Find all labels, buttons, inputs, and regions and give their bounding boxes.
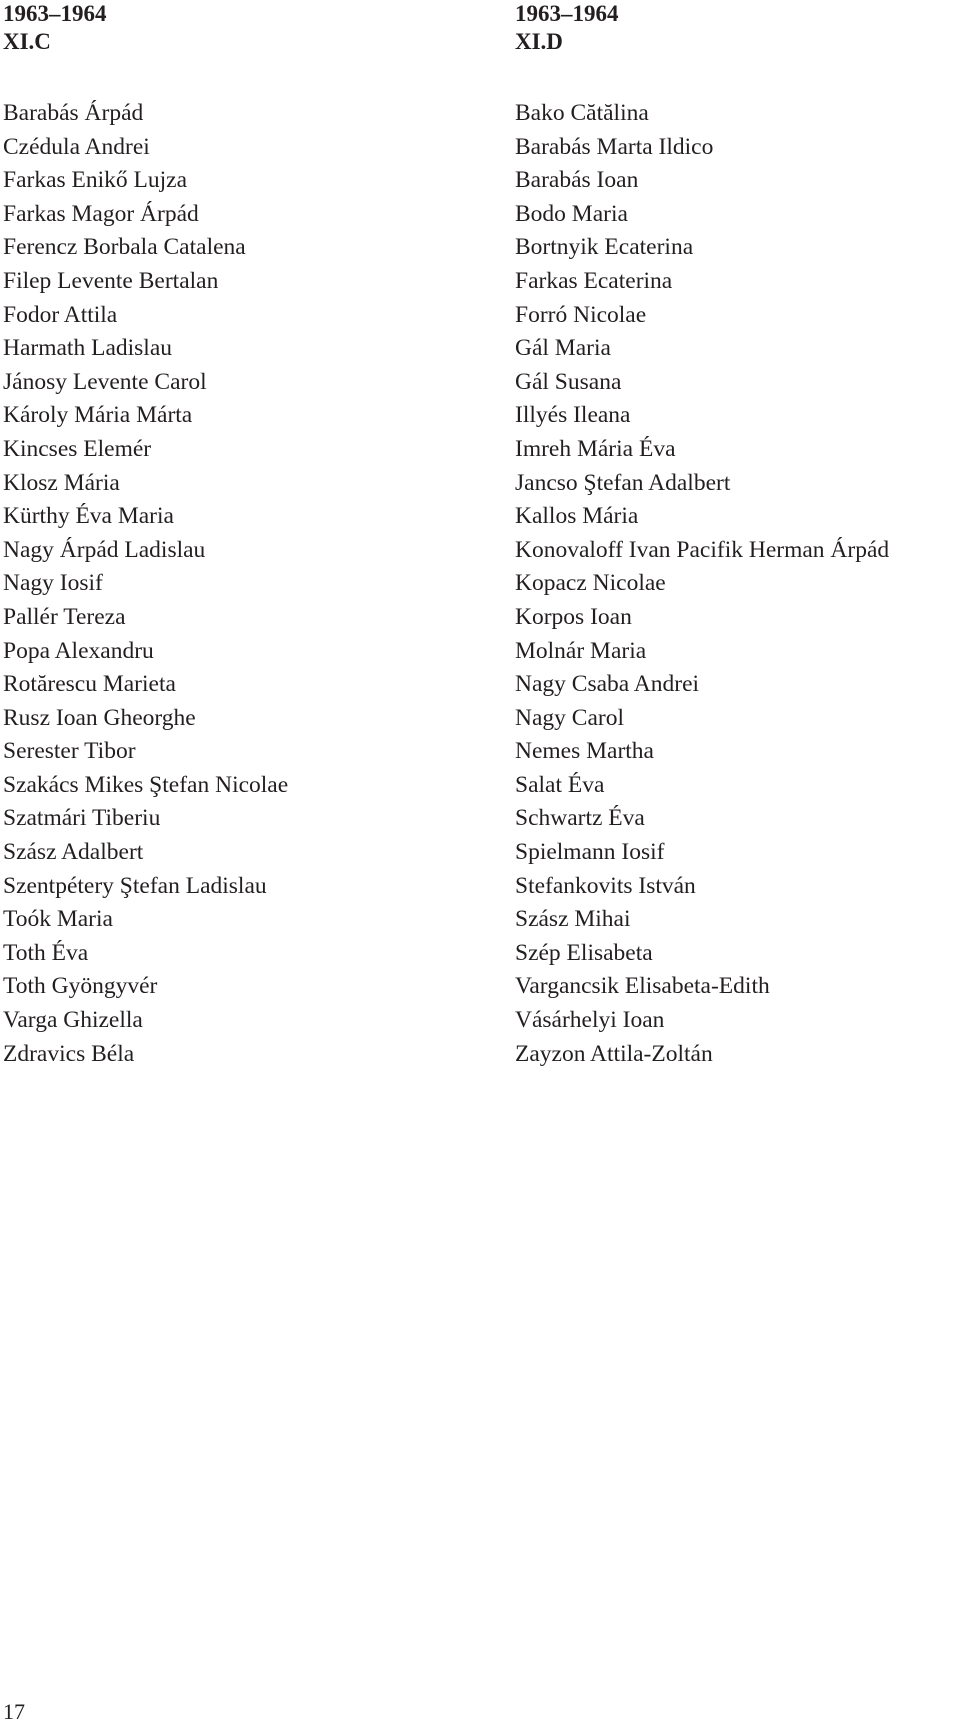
student-name: Toók Maria xyxy=(3,906,113,933)
student-name: Jánosy Levente Carol xyxy=(3,368,207,395)
student-name: Forró Nicolae xyxy=(515,301,647,328)
student-name: Jancso Ştefan Adalbert xyxy=(515,469,731,496)
student-name: Farkas Enikő Lujza xyxy=(3,167,188,194)
student-name: Toth Éva xyxy=(3,939,89,966)
school-year-heading: 1963–1964 xyxy=(3,1,107,26)
student-name: Szép Elisabeta xyxy=(515,939,653,966)
student-name: Vargancsik Elisabeta-Edith xyxy=(515,973,770,1000)
student-name: Nagy Árpád Ladislau xyxy=(3,536,206,563)
student-name: Kopacz Nicolae xyxy=(515,570,666,597)
student-name: Klosz Mária xyxy=(3,469,120,496)
class-column-xi-d xyxy=(515,0,960,1067)
student-name: Károly Mária Márta xyxy=(3,402,193,429)
student-name-list xyxy=(515,97,889,1071)
student-name: Nagy Iosif xyxy=(3,570,103,597)
student-name: Spielmann Iosif xyxy=(515,839,665,866)
student-name: Popa Alexandru xyxy=(3,637,154,664)
student-name: Szatmári Tiberiu xyxy=(3,805,161,832)
student-name: Konovaloff Ivan Pacifik Herman Árpád xyxy=(515,536,890,563)
student-name: Bodo Maria xyxy=(515,200,628,227)
student-name: Stefankovits István xyxy=(515,872,696,899)
student-name: Nagy Carol xyxy=(515,704,624,731)
student-name: Farkas Magor Árpád xyxy=(3,200,199,227)
page-number: 17 xyxy=(3,1699,25,1724)
student-name: Molnár Maria xyxy=(515,637,647,664)
student-name: Kürthy Éva Maria xyxy=(3,503,174,530)
student-name: Rusz Ioan Gheorghe xyxy=(3,704,196,731)
student-name: Gál Maria xyxy=(515,335,611,362)
student-name: Zayzon Attila-Zoltán xyxy=(515,1040,713,1067)
student-name: Schwartz Éva xyxy=(515,805,645,832)
student-name: Zdravics Béla xyxy=(3,1040,135,1067)
student-name: Barabás Ioan xyxy=(515,167,639,194)
student-name: Ferencz Borbala Catalena xyxy=(3,234,246,261)
student-name-list xyxy=(3,97,288,1071)
student-name: Korpos Ioan xyxy=(515,603,632,630)
student-name: Nagy Csaba Andrei xyxy=(515,671,700,698)
class-column-xi-c xyxy=(3,0,503,1067)
student-name: Kallos Mária xyxy=(515,503,639,530)
student-name: Rotărescu Marieta xyxy=(3,671,176,698)
student-name: Szakács Mikes Ştefan Nicolae xyxy=(3,771,289,798)
student-name: Varga Ghizella xyxy=(3,1007,143,1034)
student-name: Fodor Attila xyxy=(3,301,118,328)
student-name: Barabás Árpád xyxy=(3,100,144,126)
student-name: Filep Levente Bertalan xyxy=(3,267,219,294)
student-name: Imreh Mária Éva xyxy=(515,435,676,462)
student-name: Czédula Andrei xyxy=(3,133,150,160)
student-name: Toth Gyöngyvér xyxy=(3,973,158,1000)
class-heading: XI.D xyxy=(515,29,563,54)
school-year-heading: 1963–1964 xyxy=(515,1,619,26)
student-name: Barabás Marta Ildico xyxy=(515,133,714,160)
student-name: Vásárhelyi Ioan xyxy=(515,1007,665,1034)
student-name: Harmath Ladislau xyxy=(3,335,173,362)
class-heading: XI.C xyxy=(3,29,51,54)
student-name: Kincses Elemér xyxy=(3,435,152,462)
student-name: Bako Cătălina xyxy=(515,100,649,126)
student-name: Salat Éva xyxy=(515,771,605,798)
student-name: Illyés Ileana xyxy=(515,402,631,429)
student-name: Farkas Ecaterina xyxy=(515,267,673,294)
student-name: Szentpétery Ştefan Ladislau xyxy=(3,872,267,899)
student-name: Nemes Martha xyxy=(515,738,654,765)
student-name: Gál Susana xyxy=(515,368,622,395)
student-name: Bortnyik Ecaterina xyxy=(515,234,694,261)
student-name: Szász Mihai xyxy=(515,906,631,933)
student-name: Szász Adalbert xyxy=(3,839,144,866)
student-name: Pallér Tereza xyxy=(3,603,126,630)
student-name: Serester Tibor xyxy=(3,738,136,765)
